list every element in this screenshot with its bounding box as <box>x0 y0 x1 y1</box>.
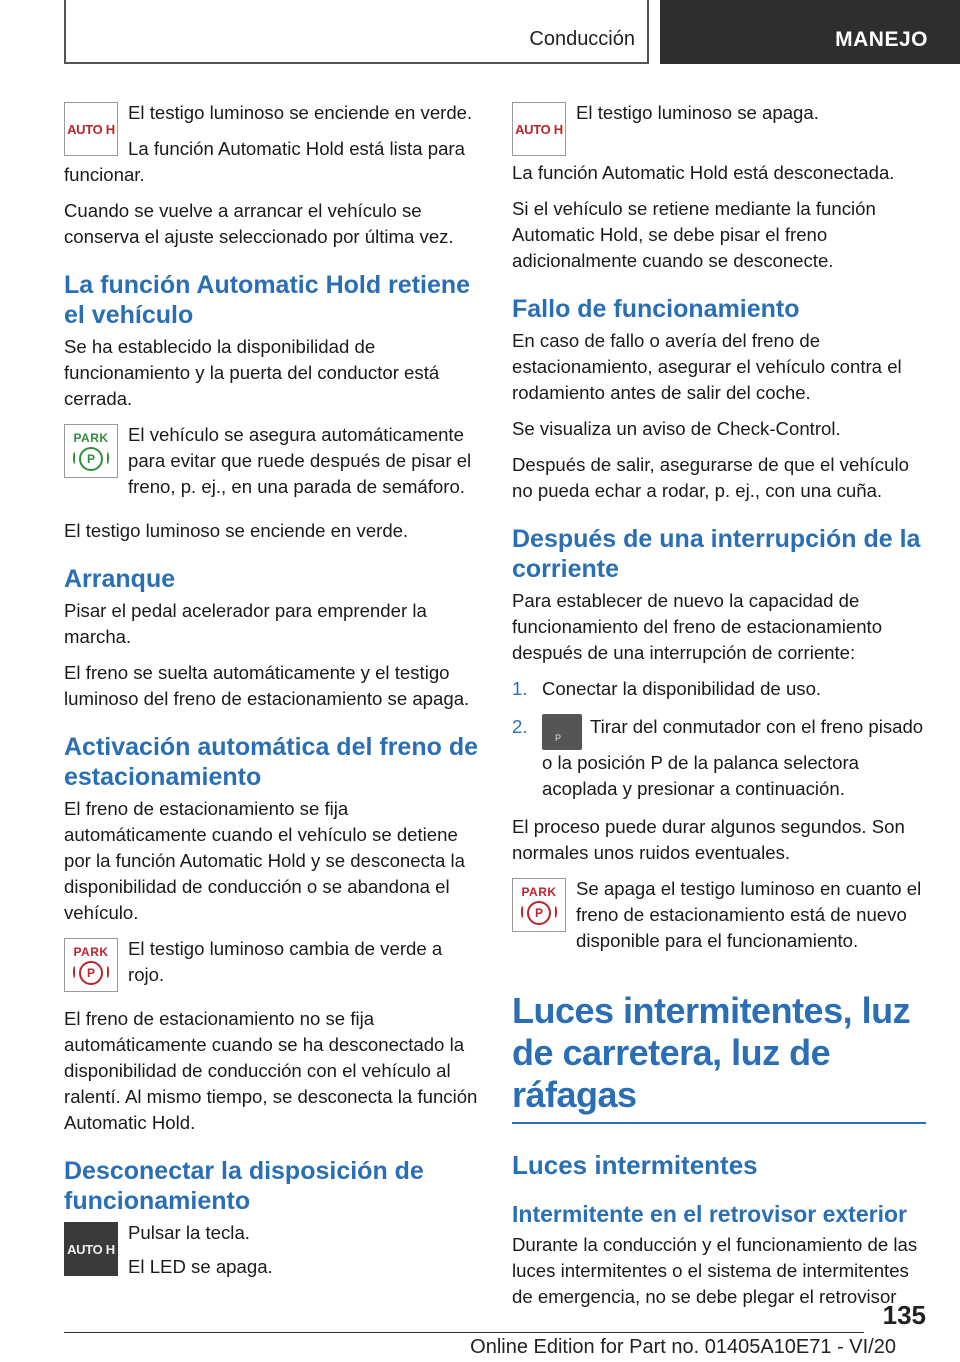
list-item: 1. Conectar la disponibilidad de uso. <box>512 678 822 699</box>
paragraph: Pulsar la tecla. <box>128 1222 250 1243</box>
auto-hold-off-block <box>512 100 926 160</box>
auto-hold-indicator-icon: AUTO H <box>512 102 566 156</box>
left-column <box>64 100 478 1298</box>
header-right-tab <box>660 0 960 64</box>
chapter-title: MANEJO <box>835 28 928 51</box>
auto-hold-indicator-icon: AUTO H <box>64 102 118 156</box>
section-heading: Después de una interrupción de la corriente <box>512 525 921 583</box>
parking-brake-switch-icon: P <box>542 714 582 750</box>
paragraph: La función Automatic Hold está lista para funcionar. <box>64 138 465 185</box>
park-red-block <box>64 936 478 996</box>
subsection-heading: Intermitente en el retrovisor exterior <box>512 1201 907 1227</box>
park-red-indicator-icon: PARK P <box>64 938 118 992</box>
paragraph: Durante la conducción y el funcionamiento de las luces intermitentes o el sistema de intermitentes de emergencia, no se debe plegar el retrovisor <box>512 1234 918 1307</box>
auto-hold-button-icon: AUTO H <box>64 1222 118 1276</box>
section-heading: Luces intermitentes <box>512 1150 758 1180</box>
paragraph: Para establecer de nuevo la capacidad de funcionamiento del freno de estacionamiento después de una interrupción de corriente: <box>512 590 883 663</box>
steps-list <box>512 676 926 802</box>
auto-hold-on-block <box>64 100 478 198</box>
paragraph: Después de salir, asegurarse de que el vehículo no pueda echar a rodar, p. ej., con una cuña. <box>512 454 909 501</box>
paragraph: El LED se apaga. <box>128 1256 273 1277</box>
list-item: 2. P Tirar del conmutador con el freno pisado o la posición P de la palanca selectora acoplada y presionar a continuación. <box>512 716 924 799</box>
page-number: 135 <box>882 1300 926 1330</box>
paragraph: El vehículo se asegura automáticamente para evitar que ruede después de pisar el freno, p. ej., en una parada de semáforo. <box>128 424 472 497</box>
section-heading: Activación automática del freno de estacionamiento <box>64 733 478 791</box>
section-heading: La función Automatic Hold retiene el vehículo <box>64 271 471 329</box>
paragraph: Se visualiza un aviso de Check-Control. <box>512 418 841 439</box>
paragraph: En caso de fallo o avería del freno de estacionamiento, asegurar el vehículo contra el rodamiento antes de salir del coche. <box>512 330 902 403</box>
paragraph: El freno de estacionamiento no se fija automáticamente cuando se ha desconectado la disponibilidad de conducción con el vehículo al ralentí. Al mismo tiempo, se desconecta la función Automatic Hold. <box>64 1008 478 1133</box>
park-green-indicator-icon: PARK P <box>64 424 118 478</box>
paragraph: El testigo luminoso se apaga. <box>576 102 819 123</box>
paragraph: El testigo luminoso se enciende en verde. <box>64 520 409 541</box>
park-red-block <box>512 876 926 962</box>
footer-divider <box>64 1332 864 1333</box>
paragraph: El testigo luminoso cambia de verde a rojo. <box>128 938 443 985</box>
header-left-tab <box>64 0 649 64</box>
paragraph: El freno de estacionamiento se fija automáticamente cuando el vehículo se detiene por la función Automatic Hold y se desconecta la disponibilidad de conducción o se abandona el vehículo. <box>64 798 466 923</box>
paragraph: El proceso puede durar algunos segundos. Son normales unos ruidos eventuales. <box>512 816 905 863</box>
park-green-block <box>64 422 478 508</box>
paragraph: Si el vehículo se retiene mediante la función Automatic Hold, se debe pisar el freno adicionalmente cuando se desconecte. <box>512 198 876 271</box>
paragraph: La función Automatic Hold está desconectada. <box>512 162 895 183</box>
right-column <box>512 100 926 1320</box>
section-heading: Fallo de funcionamiento <box>512 295 800 323</box>
auto-hold-button-block <box>64 1220 478 1288</box>
section-heading: Desconectar la disposición de funcionamiento <box>64 1157 424 1215</box>
park-red-indicator-icon: PARK P <box>512 878 566 932</box>
paragraph: Cuando se vuelve a arrancar el vehículo se conserva el ajuste seleccionado por última vez. <box>64 200 454 247</box>
section-heading: Arranque <box>64 565 176 593</box>
paragraph: Pisar el pedal acelerador para emprender la marcha. <box>64 600 427 647</box>
paragraph: Se ha establecido la disponibilidad de funcionamiento y la puerta del conductor está cerrada. <box>64 336 440 409</box>
paragraph: Se apaga el testigo luminoso en cuanto el freno de estacionamiento está de nuevo disponible para el funcionamiento. <box>576 878 922 951</box>
chapter-heading: Luces intermitentes, luz de carretera, luz de ráfagas <box>512 990 926 1124</box>
footer-edition: Online Edition for Part no. 01405A10E71 - VI/20 <box>470 1336 896 1358</box>
paragraph: El freno se suelta automáticamente y el testigo luminoso del freno de estacionamiento se apaga. <box>64 662 470 709</box>
paragraph: El testigo luminoso se enciende en verde. <box>128 102 473 123</box>
section-title: Conducción <box>529 28 635 50</box>
